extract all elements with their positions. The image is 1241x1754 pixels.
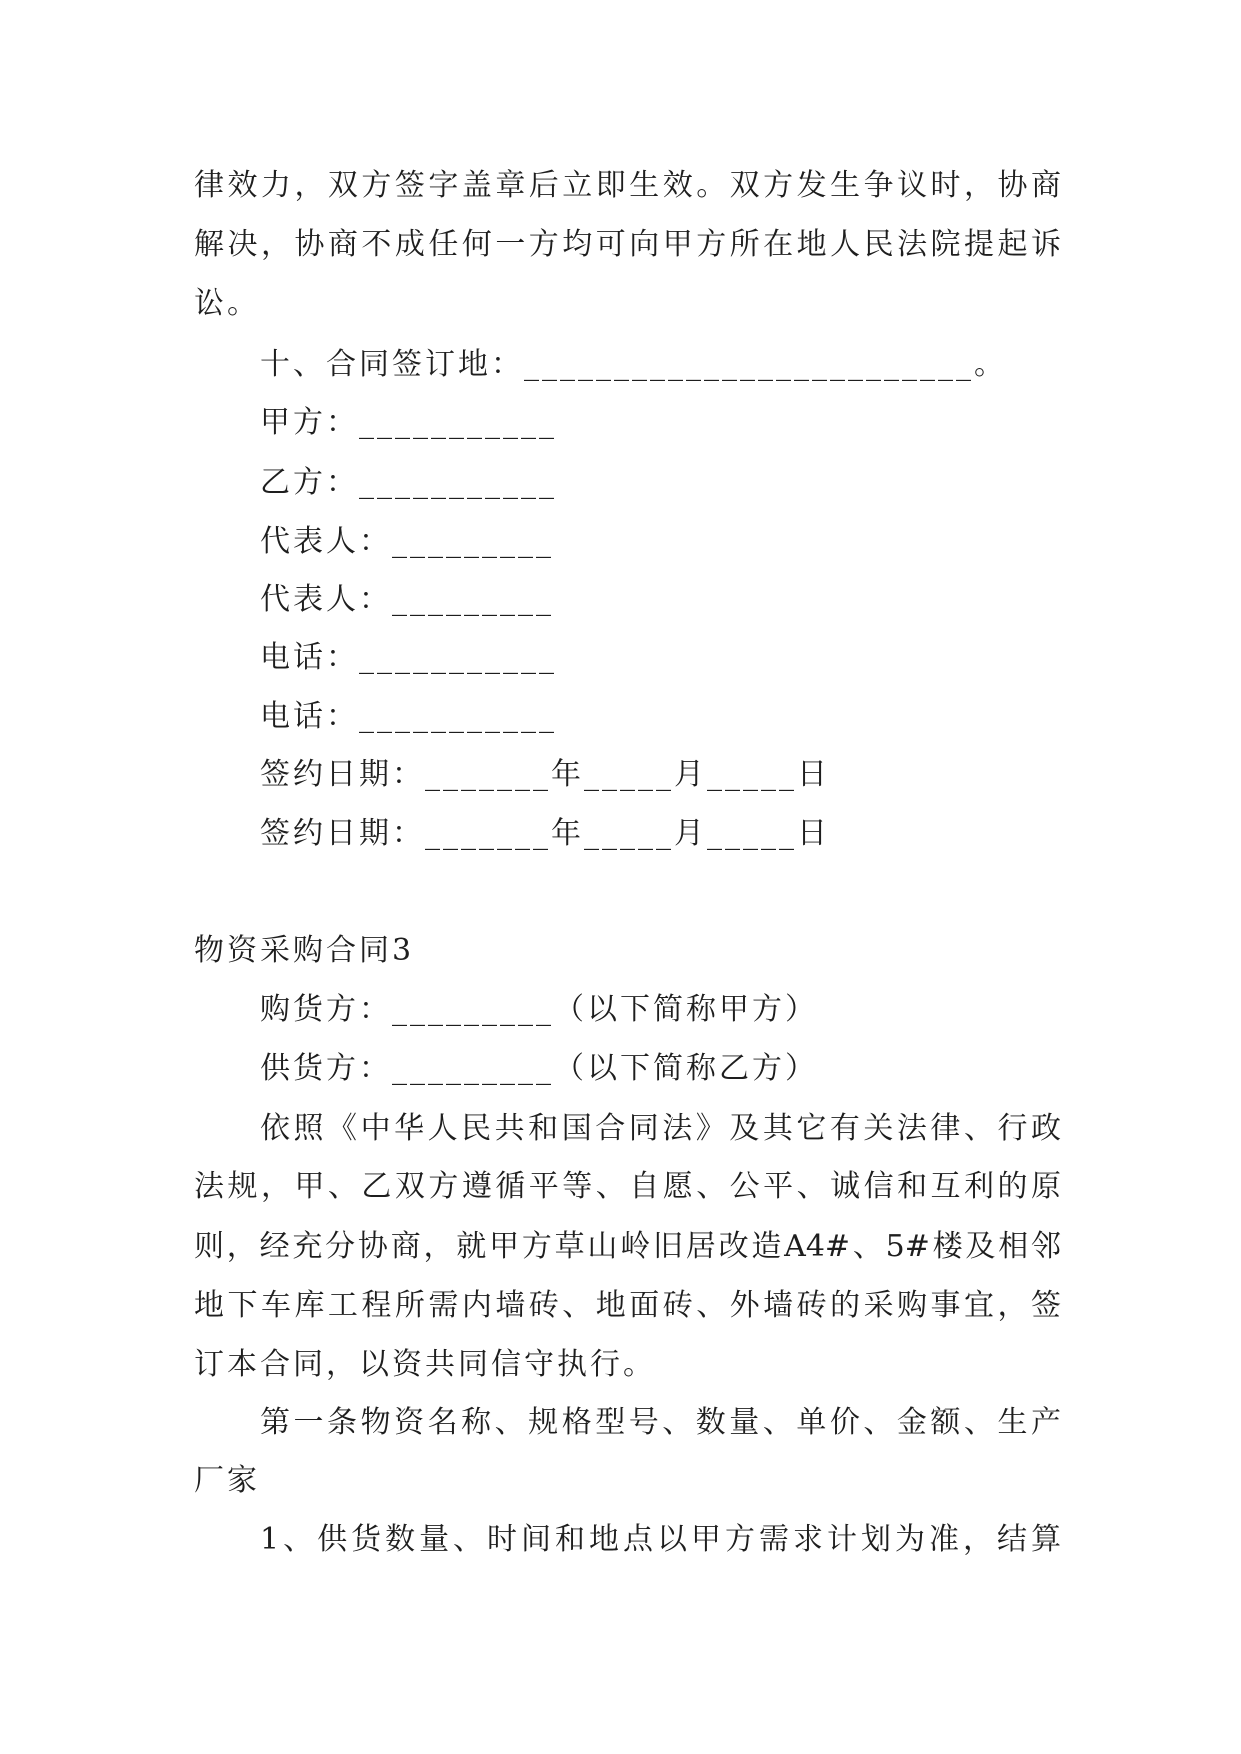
clause-line: 1、供货数量、时间和地点以甲方需求计划为准，结算 [260,1522,1061,1557]
contract-title: 物资采购合同3 [194,933,415,968]
signing-date-line: 签约日期：_______年_____月_____日 [260,757,830,792]
paragraph-line: 则，经充分协商，就甲方草山岭旧居改造A4#、5#楼及相邻 [194,1229,1061,1264]
paragraph-line: 订本合同，以资共同信守执行。 [194,1347,656,1382]
paragraph-line: 地下车库工程所需内墙砖、地面砖、外墙砖的采购事宜，签 [194,1288,1061,1323]
signing-date-line: 签约日期：_______年_____月_____日 [260,816,830,851]
party-a-signature-line: 甲方：___________ [260,405,557,440]
phone-line: 电话：___________ [260,699,557,734]
paragraph-line: 解决，协商不成任何一方均可向甲方所在地人民法院提起诉 [194,227,1061,262]
article-heading-line: 第一条物资名称、规格型号、数量、单价、金额、生产 [260,1405,1061,1440]
paragraph-line: 法规，甲、乙双方遵循平等、自愿、公平、诚信和互利的原 [194,1169,1061,1204]
representative-line: 代表人：_________ [260,524,554,559]
phone-line: 电话：___________ [260,640,557,675]
supplier-line: 供货方：_________（以下简称乙方） [260,1051,818,1086]
paragraph-line: 律效力，双方签字盖章后立即生效。双方发生争议时，协商 [194,168,1061,203]
signing-place-line: 十、合同签订地：_________________________。 [260,347,1007,382]
article-heading-line: 厂家 [194,1463,260,1498]
representative-line: 代表人：_________ [260,582,554,617]
paragraph-line: 依照《中华人民共和国合同法》及其它有关法律、行政 [260,1111,1061,1146]
buyer-line: 购货方：_________（以下简称甲方） [260,992,818,1027]
party-b-signature-line: 乙方：___________ [260,465,557,500]
paragraph-line: 讼。 [194,286,260,321]
